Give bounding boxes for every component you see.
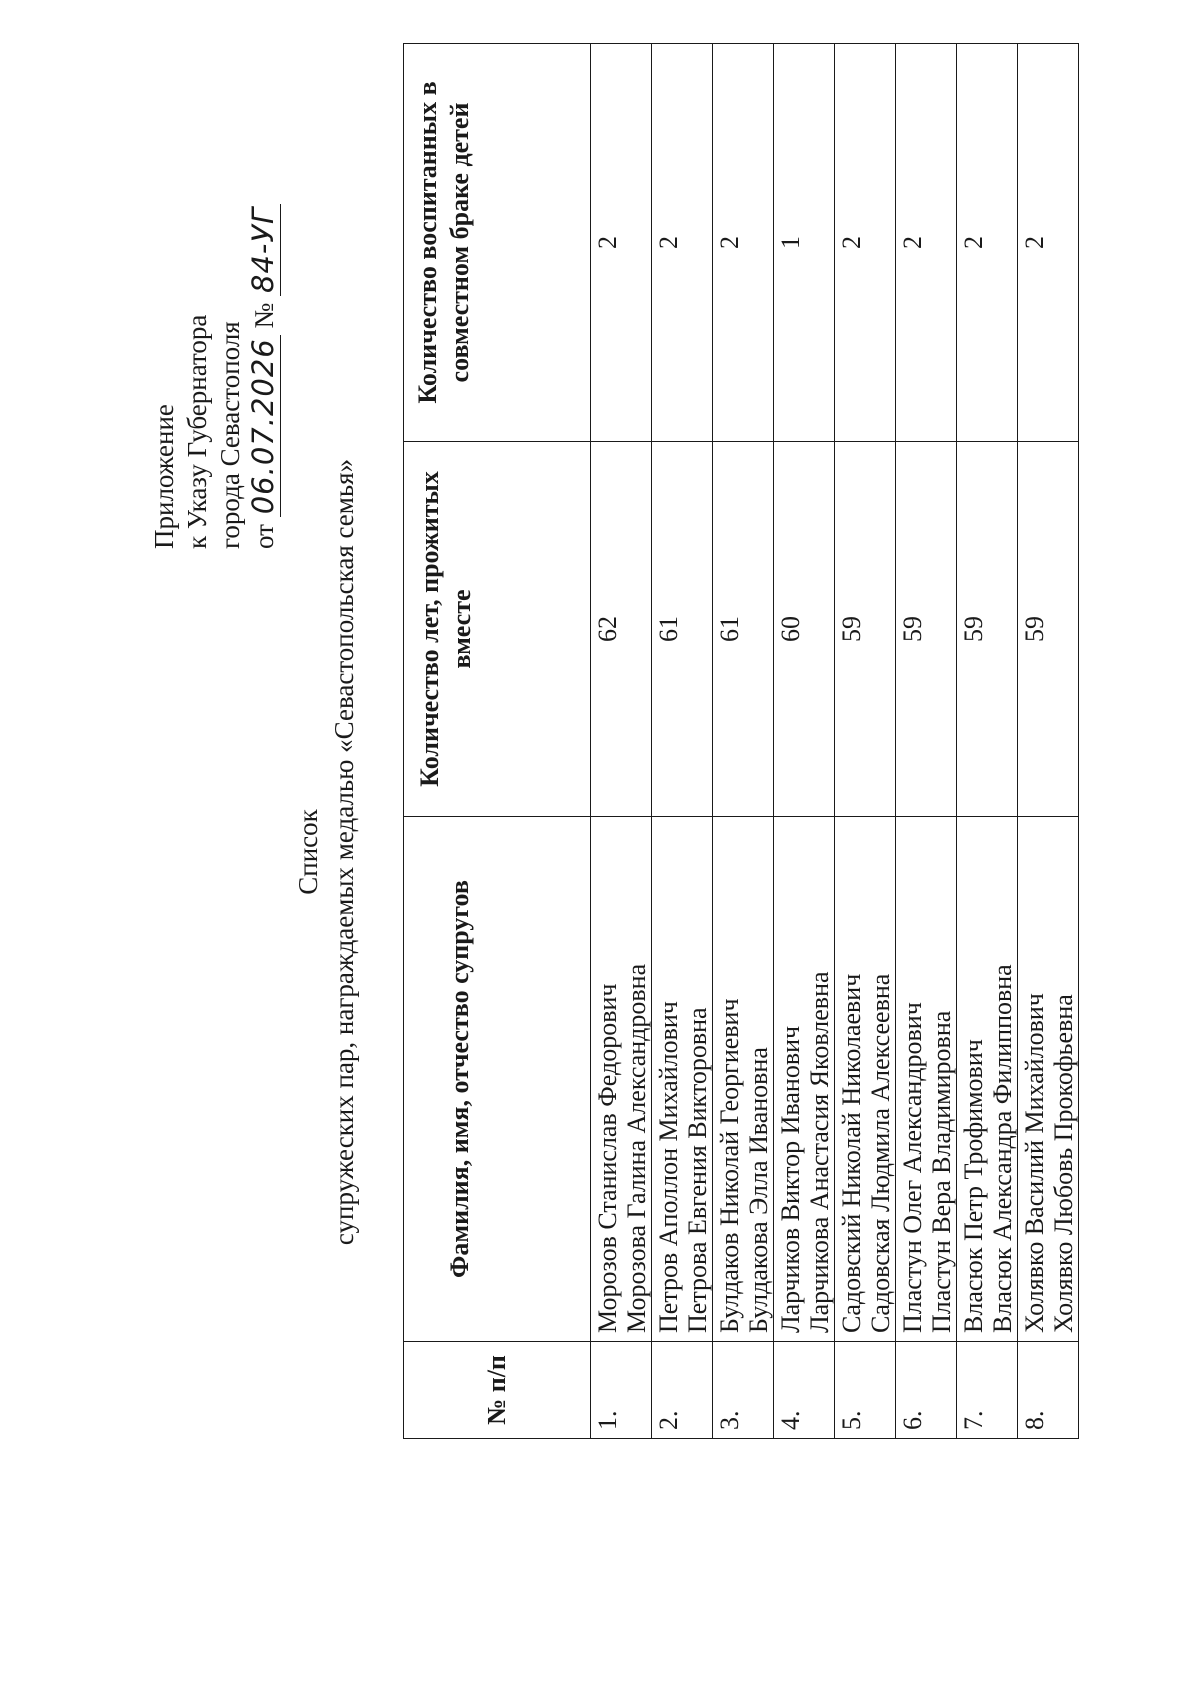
list-subtitle: супружеских пар, награждаемых медалью «Севастопольская семья» <box>329 458 359 1246</box>
header-years: Количество лет, прожитых вместе <box>404 442 591 817</box>
wife-name: Петрова Евгения Викторовна <box>683 1007 712 1333</box>
row-children: 1 <box>774 44 835 442</box>
appendix-date: 06.07.2026 <box>246 335 281 517</box>
wife-name: Власюк Александра Филипповна <box>988 964 1017 1333</box>
row-children: 2 <box>591 44 652 442</box>
table-row <box>957 44 1018 1439</box>
row-years: 62 <box>591 442 652 817</box>
table-header-row <box>404 44 591 1439</box>
table-row <box>652 44 713 1439</box>
husband-name: Морозов Станислав Федорович <box>593 983 622 1333</box>
row-years: 59 <box>1018 442 1079 817</box>
table-row <box>713 44 774 1439</box>
row-num: 5. <box>835 1342 896 1439</box>
row-num: 8. <box>1018 1342 1079 1439</box>
appendix-date-line <box>247 204 281 549</box>
row-years: 61 <box>713 442 774 817</box>
row-names <box>713 817 774 1342</box>
husband-name: Садовский Николай Николаевич <box>837 973 866 1333</box>
row-num: 3. <box>713 1342 774 1439</box>
row-num: 4. <box>774 1342 835 1439</box>
row-years: 61 <box>652 442 713 817</box>
row-children: 2 <box>1018 44 1079 442</box>
table-row <box>835 44 896 1439</box>
wife-name: Холявко Любовь Прокофьевна <box>1049 994 1078 1333</box>
table-row <box>1018 44 1079 1439</box>
row-num: 6. <box>896 1342 957 1439</box>
awards-table <box>403 43 1079 1439</box>
husband-name: Булдаков Николай Георгиевич <box>715 998 744 1333</box>
wife-name: Садовская Людмила Алексеевна <box>866 973 895 1333</box>
row-names <box>835 817 896 1342</box>
husband-name: Пластун Олег Александрович <box>898 1002 927 1333</box>
wife-name: Морозова Галина Александровна <box>622 963 651 1333</box>
row-names <box>774 817 835 1342</box>
husband-name: Ларчиков Виктор Иванович <box>776 1025 805 1333</box>
row-names <box>1018 817 1079 1342</box>
husband-name: Петров Аполлон Михайлович <box>654 1001 683 1333</box>
header-children: Количество воспитанных в совместном браке детей <box>404 44 591 442</box>
row-children: 2 <box>896 44 957 442</box>
husband-name: Холявко Василий Михайлович <box>1020 993 1049 1333</box>
row-num: 2. <box>652 1342 713 1439</box>
row-children: 2 <box>713 44 774 442</box>
table-row <box>896 44 957 1439</box>
appendix-block <box>148 204 281 549</box>
wife-name: Пластун Вера Владимировна <box>927 1010 956 1333</box>
header-names: Фамилия, имя, отчество супругов <box>404 817 591 1342</box>
wife-name: Булдакова Элла Ивановна <box>744 1047 773 1333</box>
row-years: 59 <box>896 442 957 817</box>
table-row <box>591 44 652 1439</box>
appendix-number-sign: № <box>249 302 279 329</box>
row-num: 7. <box>957 1342 1018 1439</box>
row-num: 1. <box>591 1342 652 1439</box>
row-names <box>652 817 713 1342</box>
appendix-city: города Севастополя <box>215 321 245 549</box>
appendix-number: 84-УГ <box>246 204 281 296</box>
husband-name: Власюк Петр Трофимович <box>959 1039 988 1333</box>
wife-name: Ларчикова Анастасия Яковлевна <box>805 971 834 1333</box>
appendix-decree: к Указу Губернатора <box>182 314 212 549</box>
row-names <box>896 817 957 1342</box>
table-row <box>774 44 835 1439</box>
row-children: 2 <box>652 44 713 442</box>
row-names <box>957 817 1018 1342</box>
row-years: 60 <box>774 442 835 817</box>
row-children: 2 <box>835 44 896 442</box>
row-years: 59 <box>835 442 896 817</box>
header-num: № п/п <box>404 1342 591 1439</box>
appendix-from: от <box>249 524 279 549</box>
list-title: Список <box>293 809 323 895</box>
row-years: 59 <box>957 442 1018 817</box>
row-names <box>591 817 652 1342</box>
list-title-block <box>290 0 362 1704</box>
appendix-title: Приложение <box>149 404 179 549</box>
row-children: 2 <box>957 44 1018 442</box>
